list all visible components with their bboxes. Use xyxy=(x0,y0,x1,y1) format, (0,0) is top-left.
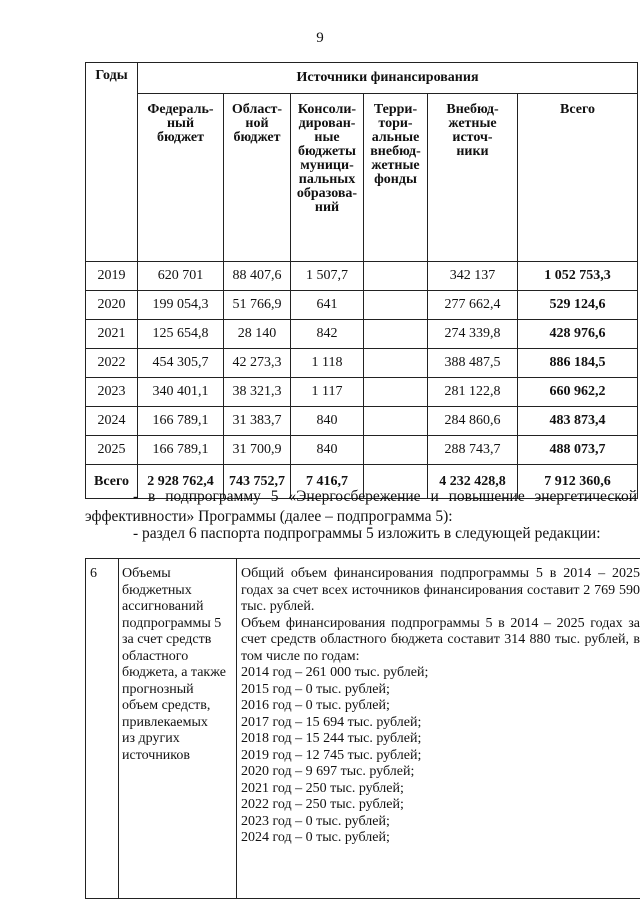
value-cell: 166 789,1 xyxy=(138,436,224,465)
passport-table xyxy=(85,558,640,899)
total-cell: 428 976,6 xyxy=(518,320,638,349)
table-row xyxy=(86,378,638,407)
total-cell: 886 184,5 xyxy=(518,349,638,378)
year-cell: 2020 xyxy=(86,291,138,320)
paragraph-subprogram-5: - в подпрограмму 5 «Энергосбережение и повышение энергетической эффективности» Программы (далее – подпрограмма 5): xyxy=(85,488,637,525)
column-header: Федераль- ный бюджет xyxy=(138,94,224,262)
year-cell: 2021 xyxy=(86,320,138,349)
passport-row-number: 6 xyxy=(86,559,119,899)
value-cell xyxy=(364,291,428,320)
value-cell: 641 xyxy=(291,291,364,320)
value-cell: 31 383,7 xyxy=(224,407,291,436)
year-cell: 2023 xyxy=(86,378,138,407)
total-label: Всего xyxy=(86,465,138,499)
passport-total-text: Общий объем финансирования подпрограммы 5 в 2014 – 2025 годах за счет всех источников финансирования составит 2 769 590 тыс. рублей. xyxy=(241,566,640,614)
total-value-cell: 2 928 762,4 xyxy=(138,465,224,499)
value-cell: 288 743,7 xyxy=(428,436,518,465)
paragraph-section-6: - раздел 6 паспорта подпрограммы 5 изложить в следующей редакции: xyxy=(133,525,601,542)
year-cell: 2024 xyxy=(86,407,138,436)
value-cell: 166 789,1 xyxy=(138,407,224,436)
value-cell: 88 407,6 xyxy=(224,262,291,291)
value-cell: 340 401,1 xyxy=(138,378,224,407)
value-cell: 199 054,3 xyxy=(138,291,224,320)
total-value-cell: 7 416,7 xyxy=(291,465,364,499)
year-amount-line: 2024 год – 0 тыс. рублей; xyxy=(241,830,390,845)
value-cell: 284 860,6 xyxy=(428,407,518,436)
table-row xyxy=(86,436,638,465)
total-value-cell: 7 912 360,6 xyxy=(518,465,638,499)
value-cell: 1 117 xyxy=(291,378,364,407)
value-cell xyxy=(364,436,428,465)
table-row xyxy=(86,262,638,291)
value-cell: 125 654,8 xyxy=(138,320,224,349)
total-value-cell: 4 232 428,8 xyxy=(428,465,518,499)
total-cell: 488 073,7 xyxy=(518,436,638,465)
value-cell: 277 662,4 xyxy=(428,291,518,320)
year-amount-line: 2022 год – 250 тыс. рублей; xyxy=(241,797,404,812)
value-cell: 620 701 xyxy=(138,262,224,291)
value-cell: 281 122,8 xyxy=(428,378,518,407)
year-amount-line: 2014 год – 261 000 тыс. рублей; xyxy=(241,665,429,680)
page-number: 9 xyxy=(316,30,324,46)
year-amount-line: 2021 год – 250 тыс. рублей; xyxy=(241,780,404,796)
year-cell: 2022 xyxy=(86,349,138,378)
column-header: Внебюд- жетные источ- ники xyxy=(428,94,518,262)
value-cell: 51 766,9 xyxy=(224,291,291,320)
table-row xyxy=(86,291,638,320)
value-cell xyxy=(364,407,428,436)
table-row xyxy=(86,407,638,436)
total-cell: 660 962,2 xyxy=(518,378,638,407)
total-cell: 529 124,6 xyxy=(518,291,638,320)
total-cell: 1 052 753,3 xyxy=(518,262,638,291)
year-amount-line: 2023 год – 0 тыс. рублей; xyxy=(241,813,390,829)
column-header: Всего xyxy=(518,94,638,262)
year-amount-line: 2020 год – 9 697 тыс. рублей; xyxy=(241,764,415,779)
value-cell: 1 507,7 xyxy=(291,262,364,291)
year-cell: 2025 xyxy=(86,436,138,465)
value-cell: 42 273,3 xyxy=(224,349,291,378)
value-cell: 388 487,5 xyxy=(428,349,518,378)
value-cell: 842 xyxy=(291,320,364,349)
year-amount-line: 2019 год – 12 745 тыс. рублей; xyxy=(241,747,422,763)
value-cell: 38 321,3 xyxy=(224,378,291,407)
passport-regional-text: Объем финансирования подпрограммы 5 в 2014 – 2025 годах за счет средств областного бюджета составит 314 880 тыс. рублей, в том числе по годам: xyxy=(241,615,640,664)
total-cell: 483 873,4 xyxy=(518,407,638,436)
year-amount-line: 2017 год – 15 694 тыс. рублей; xyxy=(241,714,422,730)
value-cell: 840 xyxy=(291,436,364,465)
table-row xyxy=(86,320,638,349)
passport-row-content xyxy=(237,559,640,899)
value-cell: 31 700,9 xyxy=(224,436,291,465)
year-amount-line: 2016 год – 0 тыс. рублей; xyxy=(241,698,390,713)
value-cell: 454 305,7 xyxy=(138,349,224,378)
value-cell xyxy=(364,378,428,407)
passport-row-label: Объемы бюджетных ассигнований подпрограммы 5 за счет средств областного бюджета, а также прогнозный объем средств, привлекаемых из других источников xyxy=(119,559,237,899)
value-cell xyxy=(364,262,428,291)
value-cell xyxy=(364,320,428,349)
value-cell xyxy=(364,349,428,378)
financing-table xyxy=(85,62,638,499)
column-header: Област- ной бюджет xyxy=(224,94,291,262)
years-header: Годы xyxy=(86,63,138,262)
value-cell: 1 118 xyxy=(291,349,364,378)
total-value-cell: 743 752,7 xyxy=(224,465,291,499)
year-amount-line: 2015 год – 0 тыс. рублей; xyxy=(241,681,390,697)
table-row xyxy=(86,349,638,378)
column-header: Консоли- дирован- ные бюджеты муници- пальных образова- ний xyxy=(291,94,364,262)
column-header: Терри- тори- альные внебюд- жетные фонды xyxy=(364,94,428,262)
value-cell: 342 137 xyxy=(428,262,518,291)
value-cell: 840 xyxy=(291,407,364,436)
sources-header: Источники финансирования xyxy=(138,63,638,94)
year-amount-line: 2018 год – 15 244 тыс. рублей; xyxy=(241,731,422,746)
year-cell: 2019 xyxy=(86,262,138,291)
value-cell: 274 339,8 xyxy=(428,320,518,349)
value-cell: 28 140 xyxy=(224,320,291,349)
